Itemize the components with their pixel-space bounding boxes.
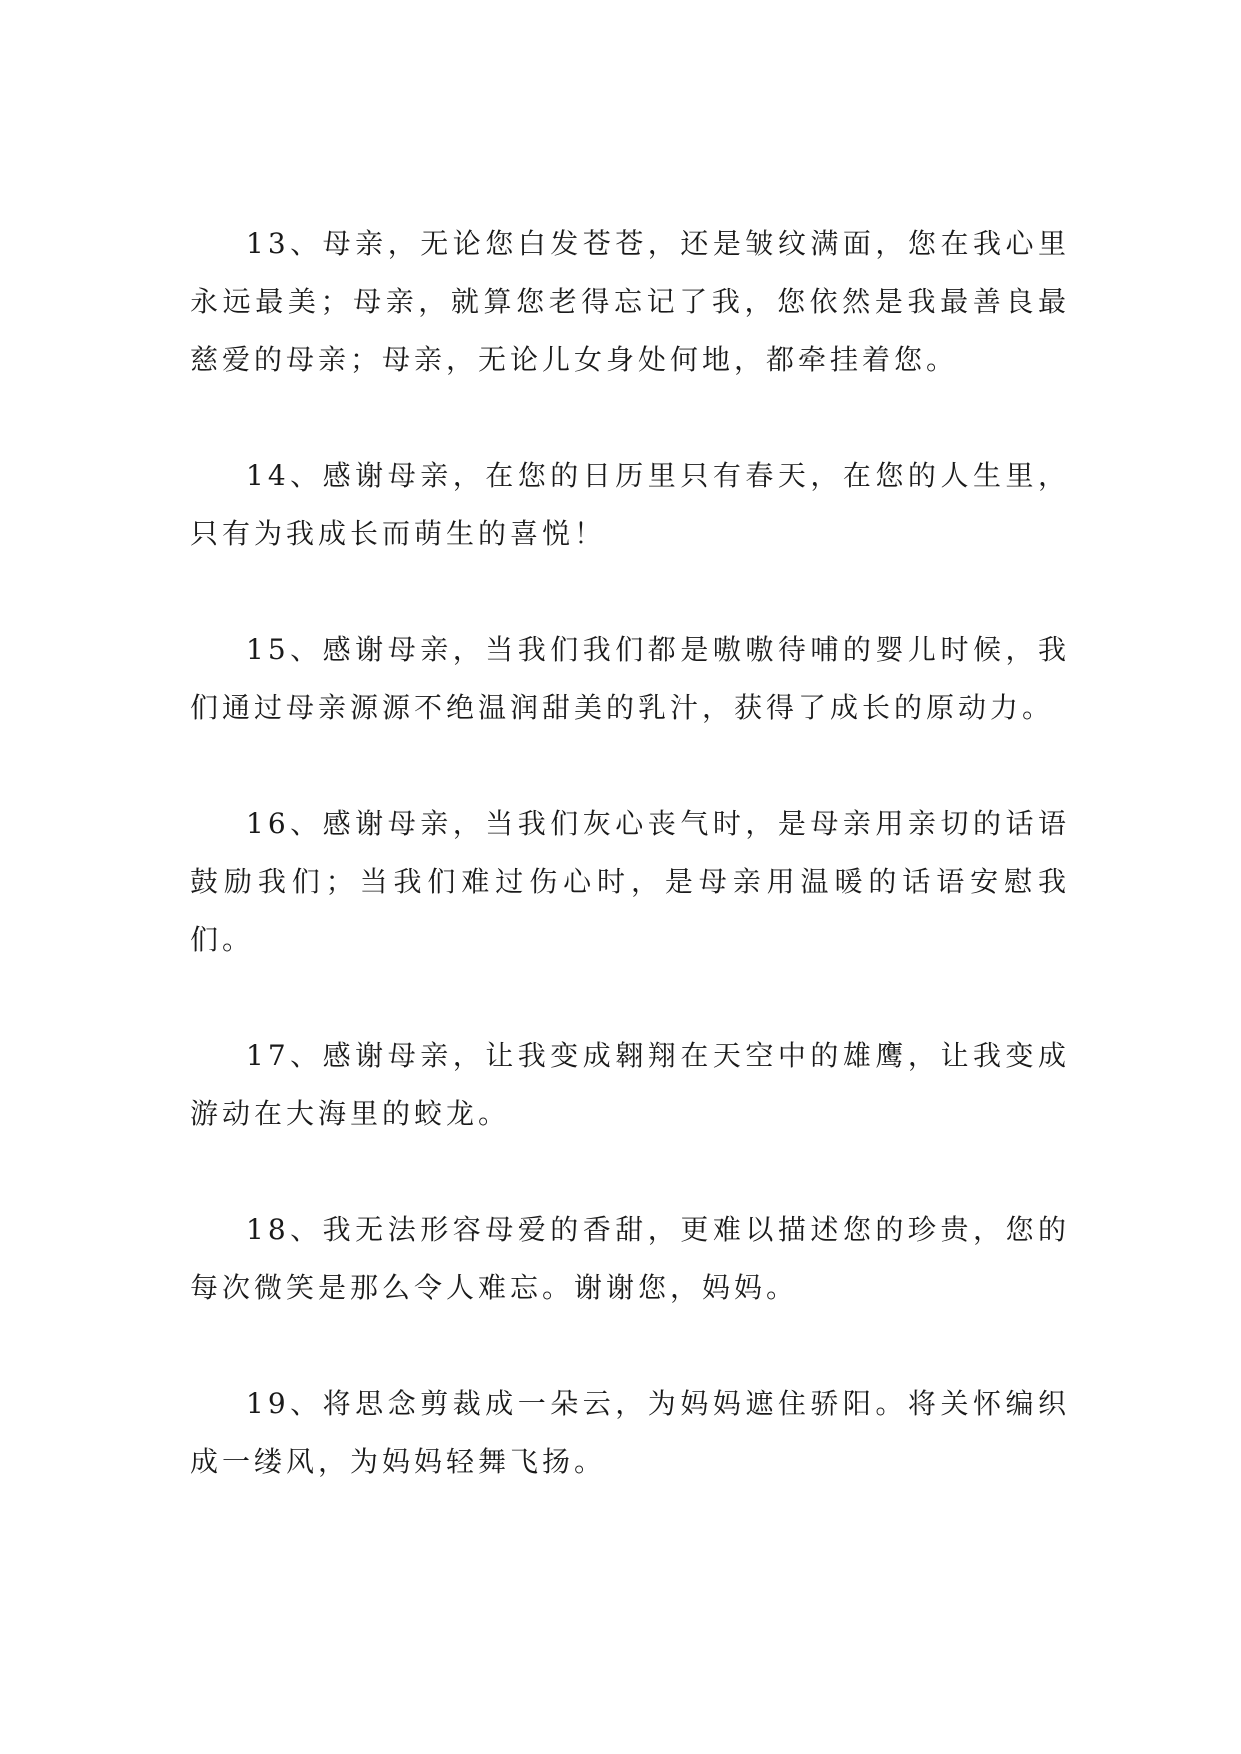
document-body <box>190 215 1070 1491</box>
paragraph-18: 18、我无法形容母爱的香甜，更难以描述您的珍贵，您的每次微笑是那么令人难忘。谢谢您，妈妈。 <box>190 1213 1070 1304</box>
paragraph-19: 19、将思念剪裁成一朵云，为妈妈遮住骄阳。将关怀编织成一缕风，为妈妈轻舞飞扬。 <box>190 1387 1070 1478</box>
paragraph-15: 15、感谢母亲，当我们我们都是嗷嗷待哺的婴儿时候，我们通过母亲源源不绝温润甜美的乳汁，获得了成长的原动力。 <box>190 633 1070 724</box>
paragraph-16: 16、感谢母亲，当我们灰心丧气时，是母亲用亲切的话语鼓励我们；当我们难过伤心时，是母亲用温暖的话语安慰我们。 <box>190 807 1070 956</box>
paragraph-17: 17、感谢母亲，让我变成翱翔在天空中的雄鹰，让我变成游动在大海里的蛟龙。 <box>190 1039 1070 1130</box>
paragraph-14: 14、感谢母亲，在您的日历里只有春天，在您的人生里，只有为我成长而萌生的喜悦！ <box>190 459 1070 550</box>
paragraph-13: 13、母亲，无论您白发苍苍，还是皱纹满面，您在我心里永远最美；母亲，就算您老得忘记了我，您依然是我最善良最慈爱的母亲；母亲，无论儿女身处何地，都牵挂着您。 <box>190 227 1070 376</box>
